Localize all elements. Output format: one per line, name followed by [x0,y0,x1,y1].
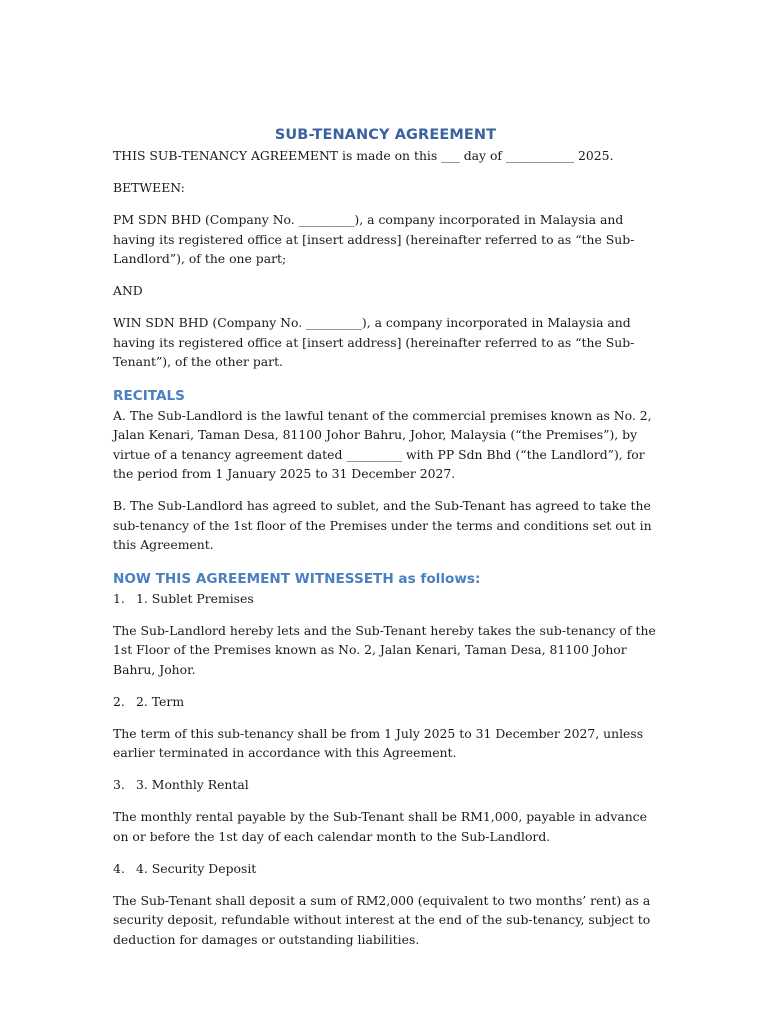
intro-paragraph: THIS SUB-TENANCY AGREEMENT is made on this ___ day of ___________ 2025. [113,148,614,163]
clause-4-heading [113,859,658,879]
clause-4-body: The Sub-Tenant shall deposit a sum of RM2,000 (equivalent to two months’ rent) as a security deposit, refundable without interest at the end of the sub-tenancy, subject to deduction for damages or outstanding liabilities. [113,892,651,947]
clause-1-body: The Sub-Landlord hereby lets and the Sub-Tenant hereby takes the sub-tenancy of the 1st Floor of the Premises known as No. 2, Jalan Kenari, Taman Desa, 81100 Johor Bahru, Johor. [113,622,656,677]
clause-3-body: The monthly rental payable by the Sub-Tenant shall be RM1,000, payable in advance on or before the 1st day of each calendar month to the Sub-Landlord. [113,809,647,844]
clause-title: 1. Sublet Premises [136,590,254,606]
document-page [113,124,658,949]
clause-title: 4. Security Deposit [136,860,257,876]
recital-b: B. The Sub-Landlord has agreed to sublet, and the Sub-Tenant has agreed to take the sub-tenancy of the 1st floor of the Premises under the terms and conditions set out in this Agreement. [113,498,652,552]
recital-a: A. The Sub-Landlord is the lawful tenant of the commercial premises known as No. 2, Jalan Kenari, Taman Desa, 81100 Johor Bahru, Johor, Malaysia (“the Premises”), by virtue of a tenancy agreement dated _________ with PP Sdn Bhd (“the Landlord”), for the period from 1 January 2025 to 31 December 2027. [113,407,652,481]
clause-number: 3. [113,777,125,792]
party-two-paragraph: WIN SDN BHD (Company No. _________), a company incorporated in Malaysia and having its registered office at [insert address] (hereinafter referred to as “the Sub-Tenant”), of the other part. [113,315,635,369]
party-one-paragraph: PM SDN BHD (Company No. _________), a company incorporated in Malaysia and having its registered office at [insert address] (hereinafter referred to as “the Sub-Landlord”), of the one part; [113,212,635,266]
recitals-heading: RECITALS [113,387,185,404]
clause-title: 2. Term [136,693,185,709]
witnesseth-heading: NOW THIS AGREEMENT WITNESSETH as follows: [113,570,481,587]
clause-1-heading [113,589,658,609]
clause-number: 1. [113,590,125,606]
and-label: AND [113,283,143,298]
clause-3-heading [113,775,658,795]
clause-number: 2. [113,693,125,709]
clause-number: 4. [113,860,125,876]
clause-2-body: The term of this sub-tenancy shall be from 1 July 2025 to 31 December 2027, unless earlier terminated in accordance with this Agreement. [113,725,644,760]
document-title: SUB-TENANCY AGREEMENT [274,127,497,143]
clause-title: 3. Monthly Rental [136,777,249,792]
between-label: BETWEEN: [113,180,185,195]
clause-2-heading [113,692,658,712]
